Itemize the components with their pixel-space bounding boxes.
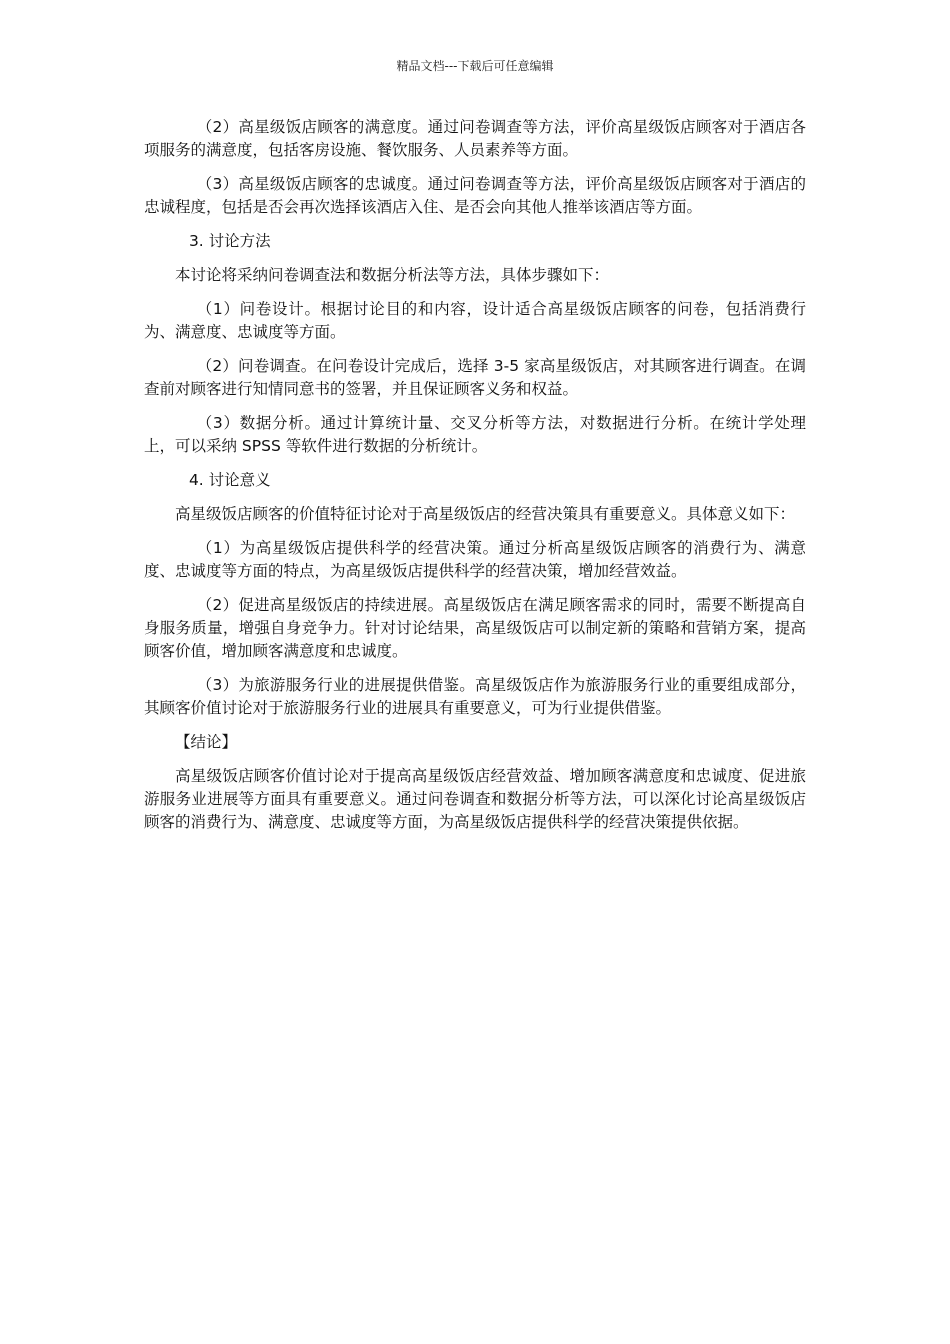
page-header: 精品文档---下载后可任意编辑 bbox=[396, 59, 554, 73]
section-heading-methods: 3. 讨论方法 bbox=[188, 232, 271, 250]
paragraph-conclusion: 高星级饭店顾客价值讨论对于提高高星级饭店经营效益、增加顾客满意度和忠诚度、促进旅游服务业进展等方面具有重要意义。通过问卷调查和数据分析等方法，可以深化讨论高星级饭店顾客的消费行为、满意度、忠诚度等方面，为高星级饭店提供科学的经营决策提供依据。 bbox=[144, 767, 806, 831]
paragraph-significance-2: （2）促进高星级饭店的持续进展。高星级饭店在满足顾客需求的同时，需要不断提高自身服务质量，增强自身竞争力。针对讨论结果，高星级饭店可以制定新的策略和营销方案，提高顾客价值，增加顾客满意度和忠诚度。 bbox=[144, 596, 806, 660]
paragraph-questionnaire-survey: （2）问卷调查。在问卷设计完成后，选择 3-5 家高星级饭店，对其顾客进行调查。在调查前对顾客进行知情同意书的签署，并且保证顾客义务和权益。 bbox=[144, 357, 806, 398]
paragraph-significance-intro: 高星级饭店顾客的价值特征讨论对于高星级饭店的经营决策具有重要意义。具体意义如下： bbox=[175, 505, 796, 523]
document-body bbox=[144, 116, 806, 845]
paragraph-satisfaction: （2）高星级饭店顾客的满意度。通过问卷调查等方法，评价高星级饭店顾客对于酒店各项服务的满意度，包括客房设施、餐饮服务、人员素养等方面。 bbox=[144, 118, 806, 159]
paragraph-loyalty: （3）高星级饭店顾客的忠诚度。通过问卷调查等方法，评价高星级饭店顾客对于酒店的忠诚程度，包括是否会再次选择该酒店入住、是否会向其他人推举该酒店等方面。 bbox=[144, 175, 806, 216]
paragraph-questionnaire-design: （1）问卷设计。根据讨论目的和内容，设计适合高星级饭店顾客的问卷，包括消费行为、满意度、忠诚度等方面。 bbox=[144, 300, 806, 341]
paragraph-data-analysis: （3）数据分析。通过计算统计量、交叉分析等方法，对数据进行分析。在统计学处理上，可以采纳 SPSS 等软件进行数据的分析统计。 bbox=[144, 414, 806, 455]
paragraph-methods-intro: 本讨论将采纳问卷调查法和数据分析法等方法，具体步骤如下： bbox=[175, 266, 610, 284]
paragraph-significance-3: （3）为旅游服务行业的进展提供借鉴。高星级饭店作为旅游服务行业的重要组成部分，其顾客价值讨论对于旅游服务行业的进展具有重要意义，可为行业提供借鉴。 bbox=[144, 676, 806, 717]
paragraph-significance-1: （1）为高星级饭店提供科学的经营决策。通过分析高星级饭店顾客的消费行为、满意度、忠诚度等方面的特点，为高星级饭店提供科学的经营决策，增加经营效益。 bbox=[144, 539, 806, 580]
section-heading-significance: 4. 讨论意义 bbox=[188, 471, 271, 489]
section-heading-conclusion: 【结论】 bbox=[175, 733, 238, 751]
